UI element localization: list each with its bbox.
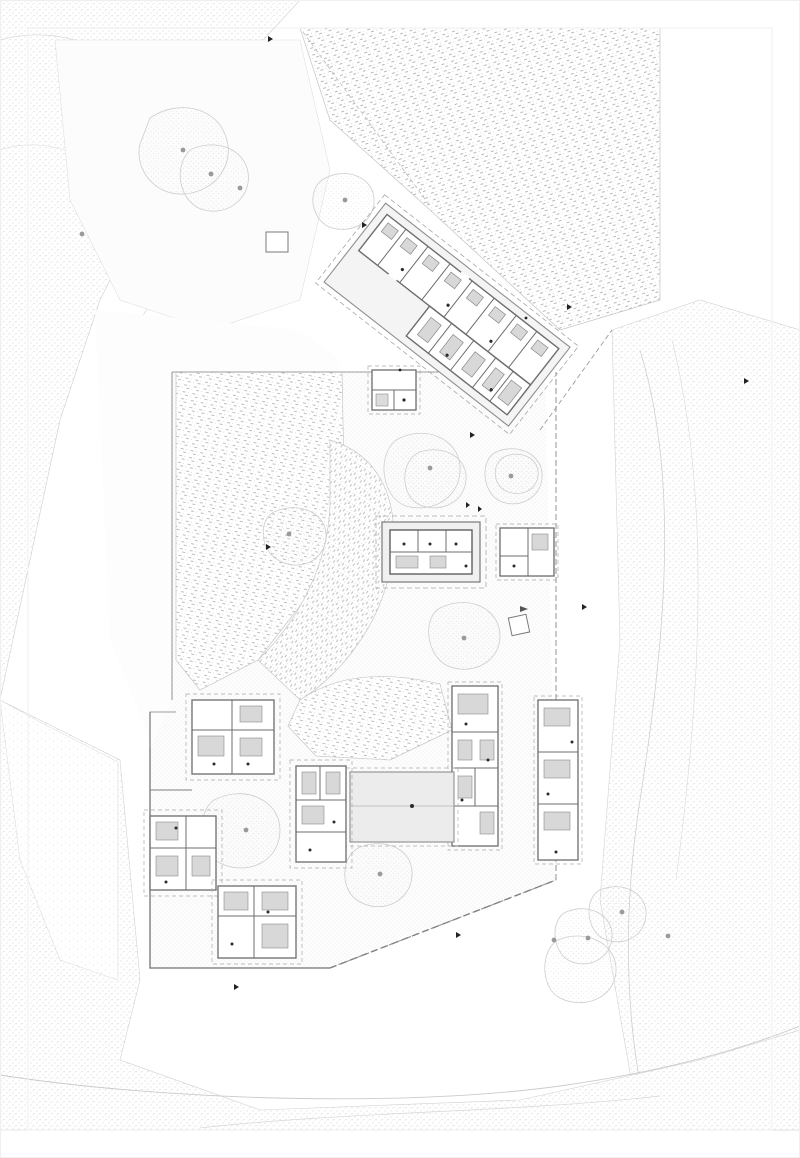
building-link-block: [368, 366, 420, 414]
south-terrace: [346, 768, 458, 846]
building-east-wing: [448, 682, 502, 850]
building-west-pavilion-mid: [144, 810, 222, 896]
building-west-pavilion-south: [212, 880, 302, 964]
building-west-pavilion-north: [186, 694, 280, 780]
building-east-wing-outer: [534, 696, 582, 864]
terrain-right-slope: [600, 300, 800, 1130]
building-west-pavilion-center: [290, 760, 352, 868]
building-east-annex: [496, 524, 558, 580]
building-center-pavilion: [376, 516, 486, 588]
